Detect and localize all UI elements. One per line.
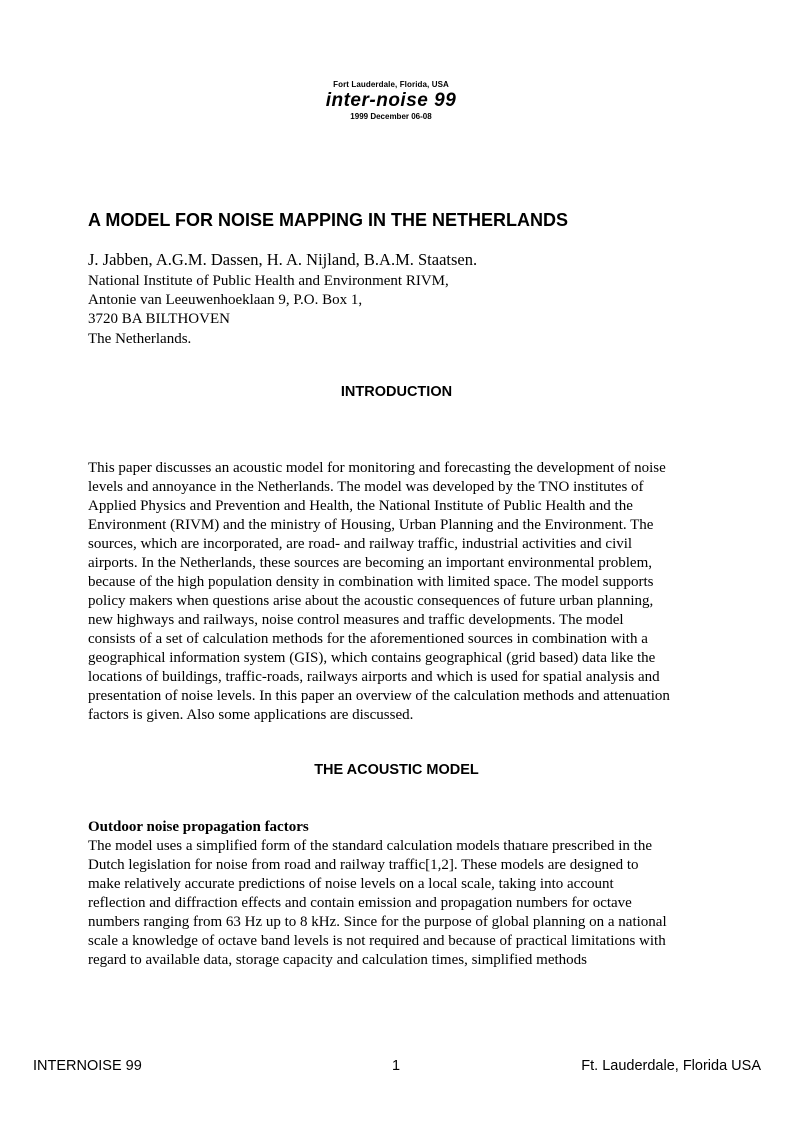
propagation-factors-subheading: Outdoor noise propagation factors [88,819,309,835]
paragraph-line: presentation of noise levels. In this paper an overview of the calculation methods and attenuation [88,688,670,704]
conference-logo [316,80,466,121]
affiliation-line: 3720 BA BILTHOVEN [88,311,230,328]
author-list: J. Jabben, A.G.M. Dassen, H. A. Nijland, B.A.M. Staatsen. [88,250,478,269]
footer-location: Ft. Lauderdale, Florida USA [581,1058,761,1074]
paragraph-line: locations of buildings, traffic-roads, railways airports and which is used for spatial analysis and [88,669,660,685]
paragraph-line: numbers ranging from 63 Hz up to 8 kHz. Since for the purpose of global planning on a national [88,914,667,930]
paragraph-line: The model uses a simplified form of the standard calculation models thatıare prescribed in the [88,838,652,854]
paragraph-line: factors is given. Also some applications are discussed. [88,707,414,723]
paragraph-line: policy makers when questions arise about the acoustic consequences of future urban planning, [88,593,654,609]
logo-date: 1999 December 06-08 [350,112,432,121]
introduction-heading: INTRODUCTION [340,384,453,400]
paragraph-line: geographical information system (GIS), which contains geographical (grid based) data like the [88,650,656,666]
paragraph-line: Environment (RIVM) and the ministry of Housing, Urban Planning and the Environment. The [88,517,654,533]
paragraph-line: because of the high population density in combination with limited space. The model supports [88,574,654,590]
paper-title: A MODEL FOR NOISE MAPPING IN THE NETHERLANDS [88,210,569,230]
affiliation-block [88,272,449,349]
paragraph-line: Dutch legislation for noise from road and railway traffic[1,2]. These models are designed to [88,857,639,873]
introduction-paragraph [88,459,670,725]
affiliation-line: Antonie van Leeuwenhoeklaan 9, P.O. Box 1, [88,292,363,309]
paragraph-line: airports. In the Netherlands, these sources are becoming an important environmental problem, [88,555,652,571]
paragraph-line: make relatively accurate predictions of noise levels on a local scale, taking into account [88,876,614,892]
paragraph-line: levels and annoyance in the Netherlands. The model was developed by the TNO institutes of [88,479,644,495]
paragraph-line: scale a knowledge of octave band levels is not required and because of practical limitations with [88,933,666,949]
acoustic-model-heading: THE ACOUSTIC MODEL [314,762,479,778]
paragraph-line: consists of a set of calculation methods for the aforementioned sources in combination with a [88,631,648,647]
paragraph-line: regard to available data, storage capacity and calculation times, simplified methods [88,952,587,968]
footer-conference: INTERNOISE 99 [33,1058,142,1074]
affiliation-line: National Institute of Public Health and Environment RIVM, [88,273,449,289]
paragraph-line: Applied Physics and Prevention and Health, the National Institute of Public Health and the [88,498,633,514]
page-number: 1 [392,1058,401,1074]
paragraph-line: reflection and diffraction effects and contain emission and propagation numbers for octave [88,895,632,911]
logo-location: Fort Lauderdale, Florida, USA [333,80,449,89]
logo-name: inter-noise 99 [325,90,457,111]
paragraph-line: This paper discusses an acoustic model for monitoring and forecasting the development of noise [88,460,666,476]
paragraph-line: sources, which are incorporated, are road- and railway traffic, industrial activities and civil [88,536,633,552]
paragraph-line: new highways and railways, noise control measures and traffic developments. The model [88,612,624,628]
acoustic-model-paragraph [88,837,667,970]
affiliation-line: The Netherlands. [88,330,192,347]
